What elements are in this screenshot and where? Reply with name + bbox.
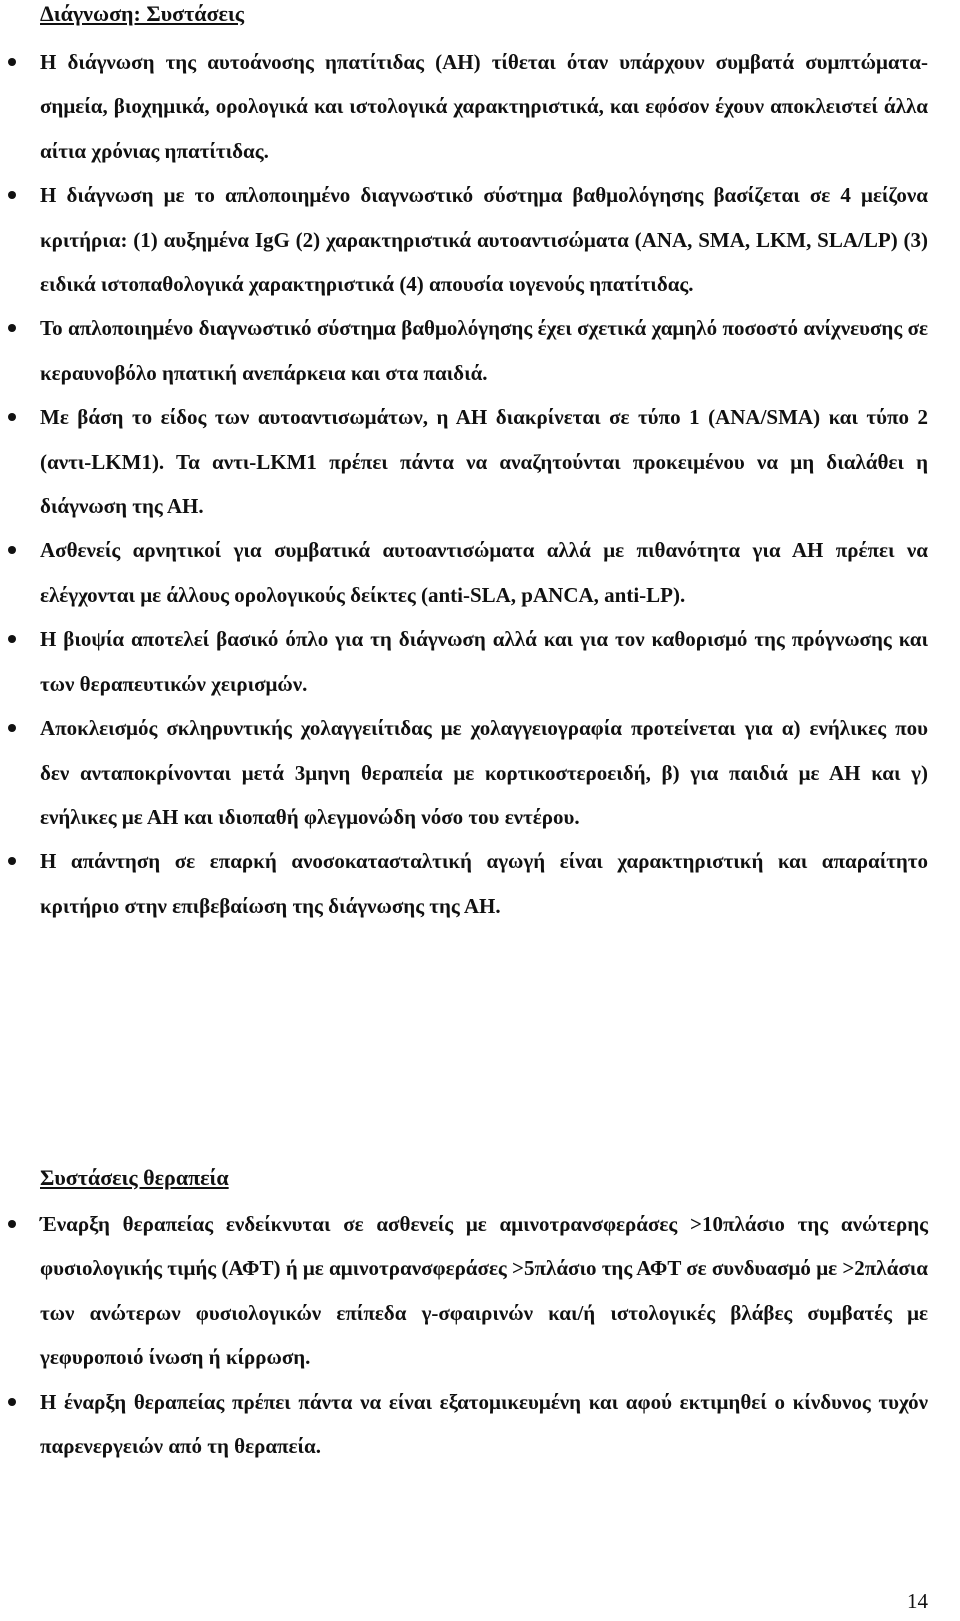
bullet-icon bbox=[8, 58, 16, 66]
list-item bbox=[40, 839, 928, 928]
list-item-text: Το απλοποιημένο διαγνωστικό σύστημα βαθμολόγησης έχει σχετικά χαμηλό ποσοστό ανίχνευσης σε κεραυνοβόλο ηπατική ανεπάρκεια και στα παιδιά. bbox=[40, 316, 928, 385]
list-item-text: Η απάντηση σε επαρκή ανοσοκατασταλτική αγωγή είναι χαρακτηριστική και απαραίτητο κριτήριο στην επιβεβαίωση της διάγνωσης της ΑΗ. bbox=[40, 849, 928, 918]
list-item-text: Ασθενείς αρνητικοί για συμβατικά αυτοαντισώματα αλλά με πιθανότητα για ΑΗ πρέπει να ελέγχονται με άλλους ορολογικούς δείκτες (anti-SLA, pANCA, anti-LP). bbox=[40, 538, 928, 607]
diagnosis-bullet-list bbox=[40, 40, 928, 928]
bullet-icon bbox=[8, 1398, 16, 1406]
bullet-icon bbox=[8, 546, 16, 554]
list-item bbox=[40, 173, 928, 306]
list-item-text: Έναρξη θεραπείας ενδείκνυται σε ασθενείς με αμινοτρανσφεράσες >10πλάσιο της ανώτερης φυσιολογικής τιμής (ΑΦΤ) ή με αμινοτρανσφεράσες >5πλάσιο της ΑΦΤ σε συνδυασμό με >2πλάσια των ανώτερων φυσιολογικών επίπεδα γ-σφαιρινών και/ή ιστολογικές βλάβες συμβατές με γεφυροποιό ίνωση ή κίρρωση. bbox=[40, 1212, 928, 1370]
list-item bbox=[40, 1380, 928, 1469]
bullet-icon bbox=[8, 324, 16, 332]
bullet-icon bbox=[8, 191, 16, 199]
list-item bbox=[40, 306, 928, 395]
list-item bbox=[40, 528, 928, 617]
page-number: 14 bbox=[907, 1589, 928, 1613]
treatment-bullet-list bbox=[40, 1202, 928, 1468]
list-item bbox=[40, 395, 928, 528]
list-item-text: Με βάση το είδος των αυτοαντισωμάτων, η ΑΗ διακρίνεται σε τύπο 1 (ANA/SMA) και τύπο 2 (αντι-LKM1). Τα αντι-LKM1 πρέπει πάντα να αναζητούνται προκειμένου να μη διαλάθει η διάγνωση της ΑΗ. bbox=[40, 405, 928, 519]
list-item bbox=[40, 617, 928, 706]
list-item-text: Αποκλεισμός σκληρυντικής χολαγγειίτιδας με χολαγγειογραφία προτείνεται για α) ενήλικες που δεν ανταποκρίνονται μετά 3μηνη θεραπεία με κορτικοστεροειδή, β) για παιδιά με ΑΗ και γ) ενήλικες με ΑΗ και ιδιοπαθή φλεγμονώδη νόσο του εντέρου. bbox=[40, 716, 928, 829]
bullet-icon bbox=[8, 413, 16, 421]
list-item bbox=[40, 706, 928, 839]
bullet-icon bbox=[8, 857, 16, 865]
list-item bbox=[40, 40, 928, 173]
section-heading-treatment: Συστάσεις θεραπεία bbox=[40, 1165, 229, 1190]
bullet-icon bbox=[8, 635, 16, 643]
bullet-icon bbox=[8, 724, 16, 732]
bullet-icon bbox=[8, 1220, 16, 1228]
list-item-text: Η έναρξη θεραπείας πρέπει πάντα να είναι εξατομικευμένη και αφού εκτιμηθεί ο κίνδυνος τυχόν παρενεργειών από τη θεραπεία. bbox=[40, 1389, 928, 1459]
list-item-text: Η διάγνωση της αυτοάνοσης ηπατίτιδας (ΑΗ) τίθεται όταν υπάρχουν συμβατά συμπτώματα-σημεία, βιοχημικά, ορολογικά και ιστολογικά χαρακτηριστικά, και εφόσον έχουν αποκλειστεί άλλα αίτια χρόνιας ηπατίτιδας. bbox=[40, 50, 928, 163]
list-item bbox=[40, 1202, 928, 1380]
list-item-text: Η διάγνωση με το απλοποιημένο διαγνωστικό σύστημα βαθμολόγησης βασίζεται σε 4 μείζονα κριτήρια: (1) αυξημένα IgG (2) χαρακτηριστικά αυτοαντισώματα (ANA, SMA, LKM, SLA/LP) (3) ειδικά ιστοπαθολογικά χαρακτηριστικά (4) απουσία ιογενούς ηπατίτιδας. bbox=[40, 183, 928, 297]
section-heading-diagnosis: Διάγνωση: Συστάσεις bbox=[40, 1, 245, 26]
list-item-text: Η βιοψία αποτελεί βασικό όπλο για τη διάγνωση αλλά και για τον καθορισμό της πρόγνωσης και των θεραπευτικών χειρισμών. bbox=[40, 627, 928, 696]
